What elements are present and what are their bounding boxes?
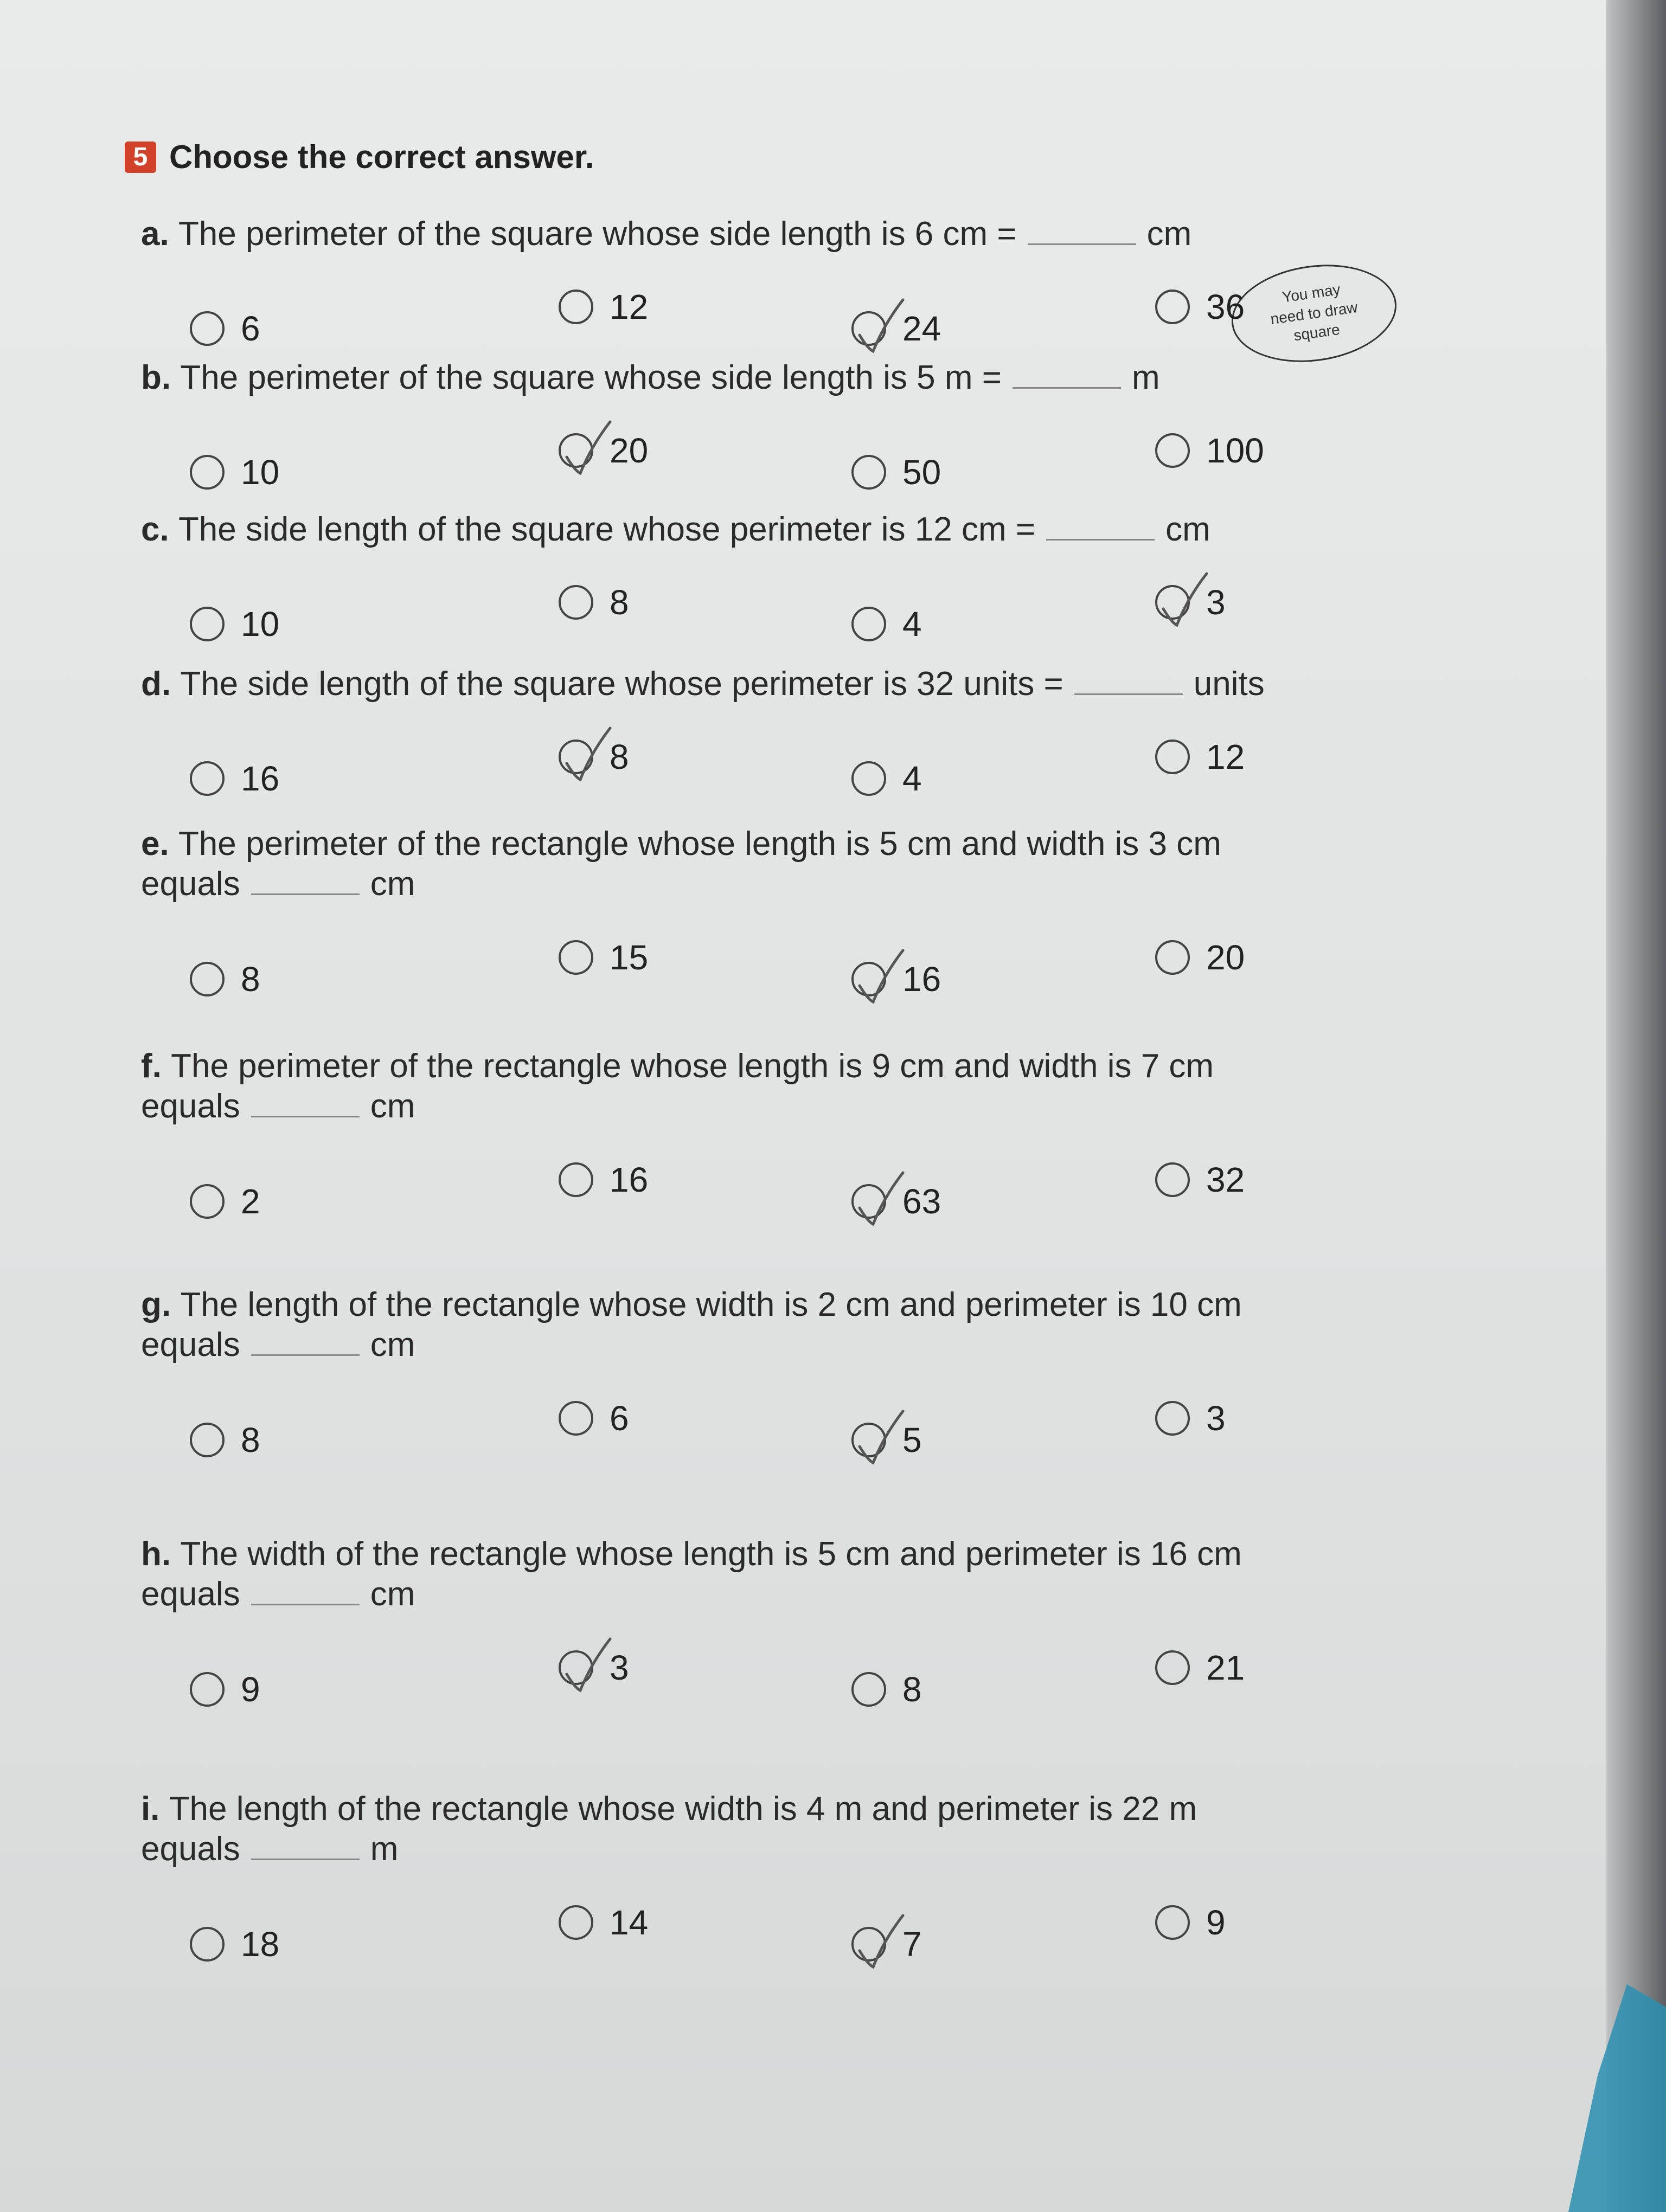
question-stem bbox=[141, 1285, 1388, 1366]
checkmark-icon bbox=[857, 948, 906, 1007]
option-label: 10 bbox=[241, 453, 280, 492]
question-letter: i. bbox=[141, 1790, 169, 1828]
radio-circle-icon[interactable] bbox=[559, 1650, 593, 1685]
radio-circle-icon[interactable] bbox=[190, 1927, 225, 1962]
checkmark-icon bbox=[857, 1409, 906, 1468]
answer-option[interactable] bbox=[559, 287, 648, 327]
question-text: The width of the rectangle whose length is 5 cm and perimeter is 16 cm bbox=[180, 1535, 1242, 1573]
option-label: 15 bbox=[610, 937, 649, 977]
options-row bbox=[141, 430, 1388, 512]
radio-circle-icon[interactable] bbox=[851, 311, 886, 346]
option-label: 36 bbox=[1206, 287, 1245, 327]
option-label: 8 bbox=[241, 1420, 260, 1459]
radio-circle-icon[interactable] bbox=[851, 1423, 886, 1457]
exercise-title: Choose the correct answer. bbox=[169, 139, 594, 175]
option-label: 18 bbox=[241, 1924, 280, 1964]
question-b bbox=[141, 358, 1388, 512]
checkmark-icon bbox=[1161, 571, 1209, 631]
radio-circle-icon[interactable] bbox=[851, 455, 886, 490]
options-row bbox=[141, 737, 1388, 818]
answer-option[interactable] bbox=[1155, 1398, 1226, 1438]
exercise-header bbox=[125, 138, 594, 176]
question-stem bbox=[141, 824, 1388, 905]
answer-option[interactable] bbox=[851, 1669, 922, 1709]
options-row bbox=[141, 582, 1388, 664]
question-text: The perimeter of the rectangle whose length is 5 cm and width is 3 cm bbox=[178, 825, 1221, 863]
option-label: 63 bbox=[902, 1181, 941, 1221]
radio-circle-icon[interactable] bbox=[559, 585, 593, 620]
exercise-number-badge: 5 bbox=[125, 142, 156, 173]
radio-circle-icon[interactable] bbox=[1155, 1401, 1190, 1436]
option-label: 8 bbox=[610, 583, 629, 622]
question-f bbox=[141, 1046, 1388, 1241]
checkmark-icon bbox=[857, 297, 906, 357]
option-label: 8 bbox=[610, 737, 629, 777]
unit-label: m bbox=[1131, 359, 1160, 396]
radio-circle-icon[interactable] bbox=[851, 962, 886, 996]
options-row bbox=[141, 1398, 1388, 1480]
question-letter: d. bbox=[141, 665, 181, 703]
answer-option[interactable] bbox=[559, 1160, 648, 1200]
hint-line: You may bbox=[1281, 281, 1342, 306]
answer-blank[interactable] bbox=[1046, 539, 1155, 541]
unit-label: cm bbox=[370, 1088, 415, 1126]
radio-circle-icon[interactable] bbox=[559, 433, 593, 468]
answer-option[interactable] bbox=[851, 1924, 922, 1964]
question-letter: h. bbox=[141, 1535, 181, 1573]
question-g bbox=[141, 1285, 1388, 1480]
answer-option[interactable] bbox=[190, 1669, 260, 1709]
answer-blank[interactable] bbox=[1013, 387, 1121, 389]
answer-option[interactable] bbox=[190, 1181, 260, 1221]
answer-blank[interactable] bbox=[251, 1859, 360, 1860]
question-e bbox=[141, 824, 1388, 1019]
radio-circle-icon[interactable] bbox=[559, 740, 593, 774]
radio-circle-icon[interactable] bbox=[190, 1423, 225, 1457]
options-row bbox=[141, 1160, 1388, 1241]
option-label: 20 bbox=[610, 431, 649, 471]
question-letter: a. bbox=[141, 215, 178, 253]
question-a bbox=[141, 214, 1388, 368]
hint-line: need to draw bbox=[1269, 298, 1359, 327]
question-stem bbox=[141, 510, 1388, 550]
radio-circle-icon[interactable] bbox=[190, 455, 225, 490]
question-text: The side length of the square whose perimeter is 32 units = bbox=[180, 665, 1063, 703]
answer-blank[interactable] bbox=[251, 1354, 360, 1356]
radio-circle-icon[interactable] bbox=[190, 1184, 225, 1219]
option-label: 9 bbox=[241, 1669, 260, 1709]
option-label: 3 bbox=[610, 1648, 629, 1687]
checkmark-icon bbox=[564, 725, 613, 785]
unit-label: cm bbox=[370, 865, 415, 903]
answer-blank[interactable] bbox=[1028, 243, 1136, 245]
question-c bbox=[141, 510, 1388, 664]
checkmark-icon bbox=[857, 1913, 906, 1972]
option-label: 12 bbox=[1206, 737, 1245, 777]
question-letter: e. bbox=[141, 825, 178, 863]
question-text: The perimeter of the rectangle whose length is 9 cm and width is 7 cm bbox=[171, 1047, 1214, 1085]
option-label: 16 bbox=[610, 1160, 649, 1199]
question-text: The length of the rectangle whose width is 4 m and perimeter is 22 m bbox=[169, 1790, 1197, 1828]
answer-option[interactable] bbox=[559, 1648, 629, 1688]
option-label: 2 bbox=[241, 1181, 260, 1221]
unit-label: m bbox=[370, 1830, 399, 1868]
answer-blank[interactable] bbox=[1074, 693, 1183, 695]
checkmark-icon bbox=[564, 419, 613, 479]
radio-circle-icon[interactable] bbox=[190, 311, 225, 346]
option-label: 50 bbox=[902, 453, 941, 492]
option-label: 3 bbox=[1206, 583, 1226, 622]
option-label: 20 bbox=[1206, 937, 1245, 977]
option-label: 10 bbox=[241, 605, 280, 644]
options-row bbox=[141, 937, 1388, 1019]
radio-circle-icon[interactable] bbox=[559, 1905, 593, 1940]
answer-option[interactable] bbox=[851, 1181, 941, 1221]
answer-option[interactable] bbox=[559, 1902, 648, 1943]
option-label: 24 bbox=[902, 309, 941, 349]
equals-label: equals bbox=[141, 1088, 240, 1126]
equals-label: equals bbox=[141, 1576, 240, 1613]
question-stem bbox=[141, 1789, 1388, 1870]
option-label: 100 bbox=[1206, 431, 1264, 471]
question-letter: c. bbox=[141, 511, 178, 548]
option-label: 9 bbox=[1206, 1902, 1226, 1942]
answer-option[interactable] bbox=[851, 452, 941, 492]
question-letter: b. bbox=[141, 359, 181, 396]
radio-circle-icon[interactable] bbox=[559, 1401, 593, 1436]
question-stem bbox=[141, 1534, 1388, 1615]
option-label: 7 bbox=[902, 1924, 922, 1964]
radio-circle-icon[interactable] bbox=[559, 940, 593, 975]
answer-option[interactable] bbox=[1155, 937, 1245, 978]
option-label: 6 bbox=[610, 1398, 629, 1438]
unit-label: cm bbox=[370, 1576, 415, 1613]
radio-circle-icon[interactable] bbox=[851, 1927, 886, 1962]
option-label: 8 bbox=[241, 959, 260, 999]
option-label: 12 bbox=[610, 287, 649, 327]
unit-label: cm bbox=[1165, 511, 1210, 548]
radio-circle-icon[interactable] bbox=[851, 1672, 886, 1707]
question-i bbox=[141, 1789, 1388, 1984]
answer-option[interactable] bbox=[190, 1420, 260, 1460]
unit-label: cm bbox=[1146, 215, 1192, 253]
answer-option[interactable] bbox=[559, 430, 648, 471]
radio-circle-icon[interactable] bbox=[1155, 1162, 1190, 1197]
unit-label: cm bbox=[370, 1326, 415, 1364]
answer-option[interactable] bbox=[559, 737, 629, 777]
radio-circle-icon[interactable] bbox=[190, 607, 225, 641]
radio-circle-icon[interactable] bbox=[190, 962, 225, 996]
radio-circle-icon[interactable] bbox=[190, 1672, 225, 1707]
answer-option[interactable] bbox=[1155, 1902, 1226, 1943]
options-row bbox=[141, 1902, 1388, 1984]
radio-circle-icon[interactable] bbox=[190, 761, 225, 796]
question-text: The perimeter of the square whose side length is 5 m = bbox=[180, 359, 1002, 396]
radio-circle-icon[interactable] bbox=[559, 290, 593, 324]
answer-option[interactable] bbox=[559, 937, 648, 978]
radio-circle-icon[interactable] bbox=[851, 761, 886, 796]
answer-option[interactable] bbox=[851, 959, 941, 999]
radio-circle-icon[interactable] bbox=[1155, 1905, 1190, 1940]
radio-circle-icon[interactable] bbox=[1155, 940, 1190, 975]
answer-blank[interactable] bbox=[251, 1116, 360, 1117]
option-label: 32 bbox=[1206, 1160, 1245, 1199]
question-text: The side length of the square whose perimeter is 12 cm = bbox=[178, 511, 1036, 548]
radio-circle-icon[interactable] bbox=[1155, 1650, 1190, 1685]
question-stem bbox=[141, 664, 1388, 704]
answer-option[interactable] bbox=[1155, 1648, 1245, 1688]
answer-option[interactable] bbox=[190, 604, 279, 644]
answer-option[interactable] bbox=[851, 1420, 922, 1460]
answer-option[interactable] bbox=[851, 758, 922, 799]
answer-option[interactable] bbox=[190, 758, 279, 799]
options-row bbox=[141, 287, 1388, 368]
answer-option[interactable] bbox=[851, 604, 922, 644]
option-label: 4 bbox=[902, 605, 922, 644]
checkmark-icon bbox=[857, 1170, 906, 1230]
question-letter: f. bbox=[141, 1047, 171, 1085]
answer-option[interactable] bbox=[190, 1924, 279, 1964]
equals-label: equals bbox=[141, 1326, 240, 1364]
answer-option[interactable] bbox=[1155, 430, 1264, 471]
answer-option[interactable] bbox=[190, 959, 260, 999]
option-label: 14 bbox=[610, 1902, 649, 1942]
radio-circle-icon[interactable] bbox=[851, 607, 886, 641]
question-stem bbox=[141, 1046, 1388, 1127]
equals-label: equals bbox=[141, 1830, 240, 1868]
hint-line: square bbox=[1292, 321, 1341, 344]
option-label: 5 bbox=[902, 1420, 922, 1459]
option-label: 16 bbox=[902, 959, 941, 999]
radio-circle-icon[interactable] bbox=[1155, 290, 1190, 324]
question-d bbox=[141, 664, 1388, 818]
page-edge-shadow bbox=[1606, 0, 1666, 2212]
radio-circle-icon[interactable] bbox=[1155, 740, 1190, 774]
question-stem bbox=[141, 358, 1388, 398]
option-label: 8 bbox=[902, 1669, 922, 1709]
answer-option[interactable] bbox=[1155, 582, 1226, 622]
option-label: 4 bbox=[902, 759, 922, 799]
question-h bbox=[141, 1534, 1388, 1729]
answer-option[interactable] bbox=[851, 308, 941, 349]
answer-option[interactable] bbox=[190, 308, 260, 349]
option-label: 21 bbox=[1206, 1648, 1245, 1687]
answer-option[interactable] bbox=[1155, 287, 1245, 327]
unit-label: units bbox=[1193, 665, 1265, 703]
answer-blank[interactable] bbox=[251, 1604, 360, 1605]
equals-label: equals bbox=[141, 865, 240, 903]
radio-circle-icon[interactable] bbox=[559, 1162, 593, 1197]
answer-option[interactable] bbox=[1155, 737, 1245, 777]
question-text: The perimeter of the square whose side length is 6 cm = bbox=[178, 215, 1017, 253]
option-label: 6 bbox=[241, 309, 260, 349]
radio-circle-icon[interactable] bbox=[1155, 433, 1190, 468]
answer-option[interactable] bbox=[1155, 1160, 1245, 1200]
question-stem bbox=[141, 214, 1388, 254]
checkmark-icon bbox=[564, 1636, 613, 1696]
radio-circle-icon[interactable] bbox=[1155, 585, 1190, 620]
option-label: 16 bbox=[241, 759, 280, 799]
answer-option[interactable] bbox=[559, 1398, 629, 1438]
answer-option[interactable] bbox=[190, 452, 279, 492]
answer-option[interactable] bbox=[559, 582, 629, 622]
question-letter: g. bbox=[141, 1286, 181, 1323]
option-label: 3 bbox=[1206, 1398, 1226, 1438]
question-text: The length of the rectangle whose width is 2 cm and perimeter is 10 cm bbox=[180, 1286, 1242, 1323]
answer-blank[interactable] bbox=[251, 893, 360, 895]
radio-circle-icon[interactable] bbox=[851, 1184, 886, 1219]
options-row bbox=[141, 1648, 1388, 1729]
